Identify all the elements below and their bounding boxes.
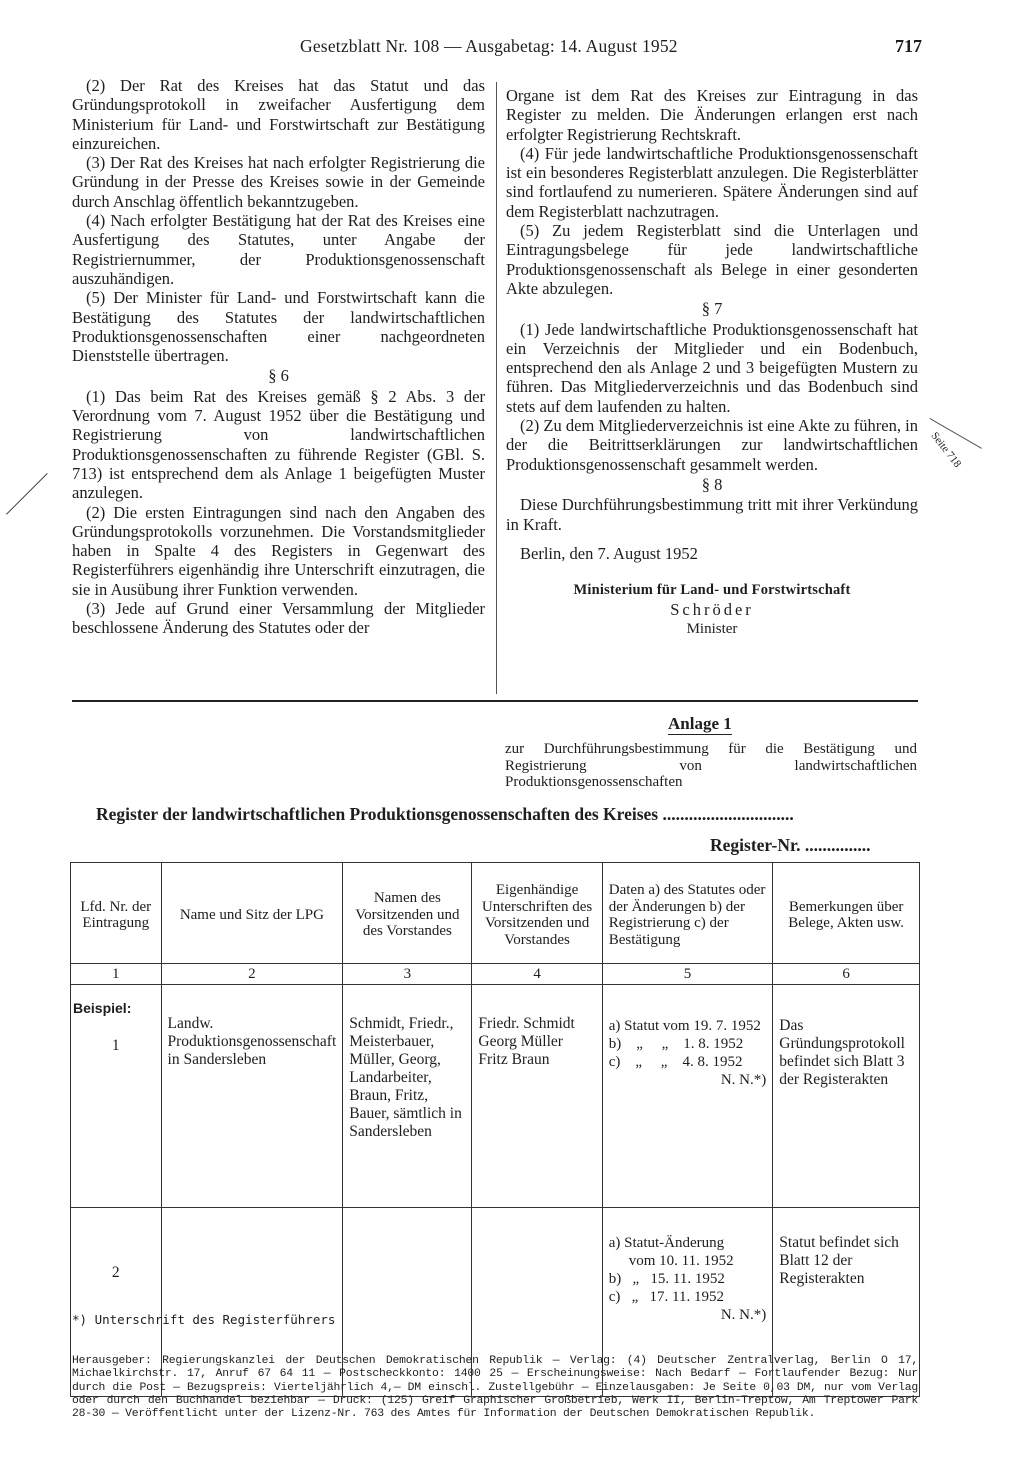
table-header-row xyxy=(71,863,920,964)
board-names: Schmidt, Friedr., Meisterbauer, Müller, Georg, Landarbeiter, Braun, Fritz, Bauer, sämtlich in Sandersleben xyxy=(343,985,472,1208)
ministry-name: Ministerium für Land- und Forstwirtschaft xyxy=(573,582,851,599)
remarks: Statut befindet sich Blatt 12 der Registerakten xyxy=(773,1208,920,1397)
entry-number: 1 xyxy=(111,1037,120,1054)
paragraph: (2) Der Rat des Kreises hat das Statut und das Gründungsprotokoll in zweifacher Ausfertigung dem Ministerium für Land- und Forstwirtschaft zur Bestätigung einzureichen. xyxy=(72,76,485,153)
right-column xyxy=(506,86,918,639)
column-number: 1 xyxy=(71,964,162,985)
section-heading: § 8 xyxy=(701,474,723,494)
paragraph: (4) Nach erfolgter Bestätigung hat der Rat des Kreises eine Ausfertigung des Statutes, unter Angabe der Registriernummer, der Produktionsgenossenschaft auszuhändigen. xyxy=(72,211,485,288)
dates-cell xyxy=(602,985,773,1208)
signature-block xyxy=(506,581,918,639)
paragraph: (5) Zu jedem Registerblatt sind die Unterlagen und Eintragungsbelege für jede landwirtschaftliche Produktionsgenossenschaft als Belege in einer gesonderten Akte abzulegen. xyxy=(506,221,918,298)
paragraph: Organe ist dem Rat des Kreises zur Eintragung in das Register zu melden. Die Änderungen erlangen erst nach erfolgter Registrierung Rechtskraft. xyxy=(506,86,918,144)
entry-number: 2 xyxy=(71,1208,162,1397)
margin-note: Seite 718 xyxy=(928,430,964,470)
column-header: Eigenhändige Unterschriften des Vorsitzenden und Vorstandes xyxy=(472,863,602,964)
paragraph: (4) Für jede landwirtschaftliche Produktionsgenossenschaft ist ein besonderes Registerblatt anzulegen. Die Registerblätter sind fortlaufend zu numerieren. Spätere Änderungen sind auf dem Registerblatt nachzutragen. xyxy=(506,143,918,221)
paragraph: (3) Der Rat des Kreises hat nach erfolgter Registrierung die Gründung in der Presse des Kreises sowie in der Gemeinde durch Anschlag öffentlich bekanntzugeben. xyxy=(72,153,485,211)
place-date: Berlin, den 7. August 1952 xyxy=(520,543,698,563)
column-header: Daten a) des Statutes oder der Änderungen b) der Registrierung c) der Bestätigung xyxy=(602,863,773,964)
table-row xyxy=(71,985,920,1208)
date-line: b) „ 15. 11. 1952 xyxy=(608,1271,725,1287)
register-number: Register-Nr. ............... xyxy=(710,835,871,855)
column-header: Lfd. Nr. der Eintragung xyxy=(71,863,162,964)
section-heading: § 6 xyxy=(268,366,289,386)
footnote: *) Unterschrift des Registerführers xyxy=(72,1312,336,1327)
paragraph: (1) Jede landwirtschaftliche Produktionsgenossenschaft hat ein Verzeichnis der Mitglieder und ein Bodenbuch, entsprechend den als Anlage 2 und 3 beigefügten Mustern zu führen. Das Mitgliederverzeichnis und das Bodenbuch sind stets auf dem laufenden zu halten. xyxy=(506,319,918,416)
signature: Georg Müller xyxy=(478,1033,563,1050)
section-heading: § 7 xyxy=(701,299,723,319)
remarks: Das Gründungsprotokoll befindet sich Blatt 3 der Registerakten xyxy=(773,985,920,1208)
paragraph: (2) Zu dem Mitgliederverzeichnis ist eine Akte zu führen, in der die Beitrittserklärungen zur landwirtschaftlichen Produktionsgenossenschaft gesammelt werden. xyxy=(506,416,918,474)
paragraph: Diese Durchführungsbestimmung tritt mit ihrer Verkündung in Kraft. xyxy=(506,495,918,534)
date-line: a) Statut-Änderung xyxy=(608,1235,725,1251)
anlage-title: Anlage 1 xyxy=(668,714,732,733)
date-line: a) Statut vom 19. 7. 1952 xyxy=(608,1018,761,1034)
date-line: vom 10. 11. 1952 xyxy=(628,1253,734,1269)
column-header: Name und Sitz der LPG xyxy=(161,863,343,964)
registrar-note: N. N.*) xyxy=(720,1307,767,1323)
column-number: 6 xyxy=(773,964,920,985)
paragraph: (5) Der Minister für Land- und Forstwirtschaft kann die Bestätigung des Statutes der landwirtschaftlichen Produktionsgenossenschaften einer nachgeordneten Dienststelle übertragen. xyxy=(72,288,485,366)
column-number: 4 xyxy=(472,964,602,985)
column-header: Bemerkungen über Belege, Akten usw. xyxy=(773,863,920,964)
column-number: 2 xyxy=(161,964,343,985)
anlage-subtitle: zur Durchführungsbestimmung für die Bestätigung und Registrierung von landwirtschaftlichen Produktionsgenossenschaften xyxy=(505,741,917,790)
signatures-cell xyxy=(472,985,602,1208)
date-line: c) „ 17. 11. 1952 xyxy=(608,1289,725,1305)
imprint: Herausgeber: Regierungskanzlei der Deutschen Demokratischen Republik — Verlag: (4) Deutscher Zentralverlag, Berlin O 17, Michaelkirchstr. 17, Anruf 67 64 11 — Postscheckkonto: 1400 25 — Erscheinungsweise: Nach Bedarf — Fortlaufender Bezug: Nur durch die Post — Bezugspreis: Vierteljährlich 4,— DM einschl. Zustellgebühr — Einzelausgaben: Je Seite 0,03 DM, nur vom Verlag oder durch den Buchhandel beziehbar — Druck: (125) Greif Graphischer Großbetrieb, Werk II, Berlin-Treptow, Am Treptower Park 28-30 — Veröffentlicht unter der Lizenz-Nr. 763 des Amtes für Information der Deutschen Demokratischen Republik. xyxy=(72,1355,918,1421)
lpg-name: Landw. Produktionsgenossenschaft in Sandersleben xyxy=(161,985,343,1208)
signer-title: Minister xyxy=(686,620,738,637)
left-column xyxy=(72,76,485,638)
signature: Friedr. Schmidt xyxy=(478,1015,575,1032)
signer-name: Schröder xyxy=(670,600,754,620)
paragraph: (1) Das beim Rat des Kreises gemäß § 2 Abs. 3 der Verordnung vom 7. August 1952 über die Bestätigung und Registrierung von landwirtschaftlichen Produktionsgenossenschaften zu führende Register (GBl. S. 713) ist entsprechend dem als Anlage 1 beigefügten Muster anzulegen. xyxy=(72,386,485,503)
signature: Fritz Braun xyxy=(478,1051,550,1068)
column-header: Namen des Vorsitzenden und des Vorstandes xyxy=(343,863,472,964)
column-divider xyxy=(496,82,497,694)
register-title: Register der landwirtschaftlichen Produktionsgenossenschaften des Kreises .............................. xyxy=(96,804,794,824)
registrar-note: N. N.*) xyxy=(720,1072,767,1088)
paragraph: (3) Jede auf Grund einer Versammlung der Mitglieder beschlossene Änderung des Statutes oder der xyxy=(72,599,485,638)
example-label: Beispiel: xyxy=(73,1000,132,1016)
gazette-header: Gesetzblatt Nr. 108 — Ausgabetag: 14. August 1952 xyxy=(300,36,678,56)
page-number: 717 xyxy=(895,36,922,56)
column-number: 3 xyxy=(343,964,472,985)
column-number: 5 xyxy=(602,964,773,985)
pencil-mark xyxy=(6,473,48,515)
date-line: c) „ „ 4. 8. 1952 xyxy=(608,1054,743,1070)
column-number-row xyxy=(71,964,920,985)
paragraph: (2) Die ersten Eintragungen sind nach den Angaben des Gründungsprotokolls vorzunehmen. Die Vorstandsmitglieder haben in Spalte 4 des Registers in Gegenwart des Registerführers eigenhändig ihre Unterschrift einzutragen, die sie in Ausübung ihrer Funktion verwenden. xyxy=(72,502,485,599)
date-line: b) „ „ 1. 8. 1952 xyxy=(608,1036,744,1052)
section-rule xyxy=(72,700,918,702)
